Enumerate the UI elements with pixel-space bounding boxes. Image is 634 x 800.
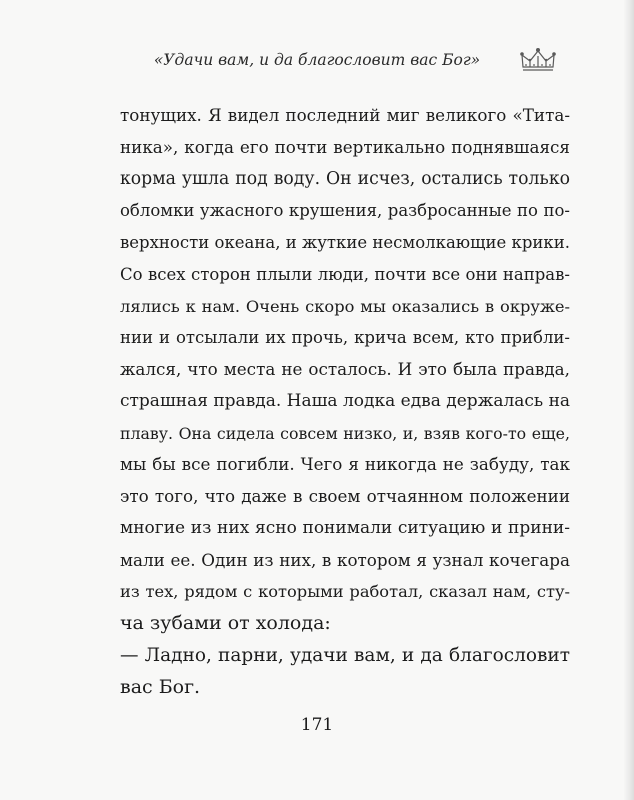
text-line: из тех, рядом с которыми работал, сказал нам, сту-	[120, 582, 570, 602]
text-line: верхности океана, и жуткие несмолкающие крики.	[120, 233, 570, 252]
running-head-title: «Удачи вам, и да благословит вас Бог»	[153, 51, 481, 69]
text-line: тонущих. Я видел последний миг великого «Тита-	[120, 105, 570, 125]
text-line: многие из них ясно понимали ситуацию и прини-	[120, 517, 570, 538]
crown-icon	[518, 46, 558, 74]
text-line: мы бы все погибли. Чего я никогда не забуду, так	[120, 454, 570, 475]
text-line: это того, что даже в своем отчаянном положении	[120, 486, 570, 506]
text-line: жался, что места не осталось. И это была правда,	[120, 359, 570, 379]
text-line: мали ее. Один из них, в котором я узнал кочегара	[120, 549, 570, 570]
page-number: 171	[300, 715, 334, 735]
text-line: плаву. Она сидела совсем низко, и, взяв кого-то еще,	[120, 423, 570, 443]
dialogue-line: — Ладно, парни, удачи вам, и да благословит	[120, 644, 570, 666]
text-line: Со всех сторон плыли люди, почти все они направ-	[120, 264, 570, 284]
running-head	[0, 48, 634, 72]
text-line: нии и отсылали их прочь, крича всем, кто прибли-	[120, 328, 570, 348]
text-line: вас Бог.	[120, 675, 201, 698]
text-line: страшная правда. Наша лодка едва держалась на	[120, 390, 571, 411]
text-line: обломки ужасного крушения, разбросанные по по-	[120, 201, 570, 221]
text-line: ника», когда его почти вертикально поднявшаяся	[120, 136, 570, 157]
text-line: ча зубами от холода:	[120, 612, 331, 634]
body-text	[120, 100, 570, 703]
page-edge-shadow	[624, 0, 634, 800]
text-line: корма ушла под воду. Он исчез, остались только	[120, 168, 570, 189]
text-line: лялись к нам. Очень скоро мы оказались в окруже-	[120, 296, 570, 316]
